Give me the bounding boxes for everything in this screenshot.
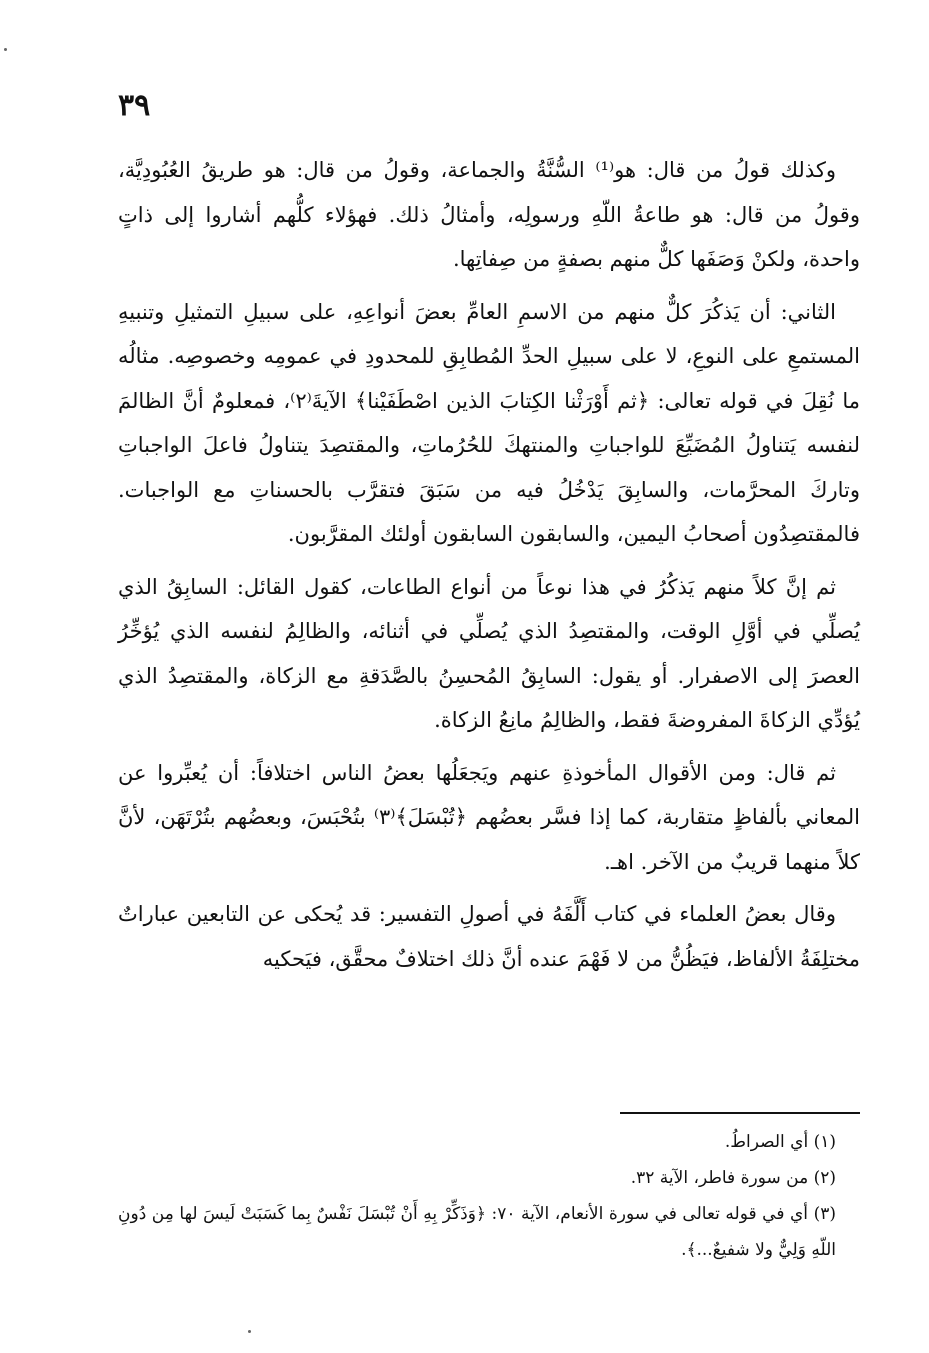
footnote-3: (٣) أي في قوله تعالى في سورة الأنعام، الآية ٧٠: ﴿وَذَكِّرْ بِهِ أَنْ تُبْسَلَ نَفْسٌ بِما كَسَبَتْ لَيسَ لها مِن دُونِ اللّهِ وَلِيٌّ ولا شفيعٌ...﴾. [118, 1204, 836, 1260]
footnotes [118, 1124, 860, 1268]
scan-speck [248, 1330, 251, 1333]
footnote-2: (٢) من سورة فاطر، الآية ٣٢. [630, 1168, 836, 1188]
paragraph-5: وقال بعضُ العلماء في كتاب أَلَّفَهُ في أصولِ التفسير: قد يُحكى عن التابعين عباراتٌ مختلِفَةُ الألفاظ، فيَظُنُّ من لا فَهْمَ عنده أنَّ ذلك اختلافٌ محقَّق، فيَحكيه [118, 902, 860, 971]
paragraph-2: الثاني: أن يَذكُرَ كلٌّ منهم من الاسمِ العامِّ بعضَ أنواعِهِ، على سبيلِ التمثيلِ وتنبيهِ المستمعِ على النوعِ، لا على سبيلِ الحدِّ المُطابِقِ للمحدودِ في عمومِه وخصوصِه. مثالُه ما نُقِلَ في قوله تعالى: ﴿ثم أَوْرَثْنا الكِتابَ الذين اصْطَفَيْنا﴾ الآيةَ⁽٢⁾، فمعلومٌ أنَّ الظالمَ لنفسه يَتناولُ المُضَيِّعَ للواجباتِ والمنتهكَ للحُرُماتِ، والمقتصِدَ يتناولُ فاعلَ الواجباتِ وتاركَ المحرَّمات، والسابِقَ يَدْخُلُ فيه من سَبَقَ فتقرَّب بالحسناتِ مع الواجبات. فالمقتصِدُون أصحابُ اليمين، والسابقون السابقون أولئك المقرَّبون. [118, 299, 860, 546]
footnote-separator [620, 1112, 860, 1114]
main-text [118, 148, 860, 989]
paragraph-4: ثم قال: ومن الأقوال المأخوذةِ عنهم ويَجعَلُها بعضُ الناس اختلافاً: أن يُعبِّروا عن المعاني بألفاظٍ متقاربة، كما إذا فسَّر بعضُهم ﴿تُبْسَلَ﴾⁽٣⁾ بتُحْبَسَ، وبعضُهم بتُرْتَهَن، لأنَّ كلاً منهما قريبٌ من الآخر. اهـ. [118, 760, 860, 874]
paragraph-3: ثم إنَّ كلاً منهم يَذكُرُ في هذا نوعاً من أنواع الطاعات، كقول القائل: السابِقُ الذي يُصلِّي في أوَّلِ الوقت، والمقتصِدُ الذي يُصلِّي في أثنائه، والظالِمُ لنفسه الذي يُؤخِّرُ العصرَ إلى الاصفرار. أو يقول: السابِقُ المُحسِنُ بالصَّدَقةِ مع الزكاة، والمقتصِدُ الذي يُؤدِّي الزكاةَ المفروضةَ فقط، والظالِمُ مانِعُ الزكاة. [118, 574, 860, 732]
scan-speck [4, 48, 7, 51]
footnote-1: (١) أي الصراطُ. [724, 1132, 836, 1152]
page-number: ٣٩ [118, 88, 151, 123]
paragraph-1: وكذلك قولُ من قال: هو⁽¹⁾ السُّنَّةُ والجماعة، وقولُ من قال: هو طريقُ العُبُودِيَّة، وقولُ من قال: هو طاعةُ اللّهِ ورسولِه، وأمثالُ ذلك. فهؤلاء كلُّهم أشاروا إلى ذاتٍ واحدة، ولكنْ وَصَفَها كلٌّ منهم بصفةٍ من صِفاتِها. [118, 158, 860, 271]
